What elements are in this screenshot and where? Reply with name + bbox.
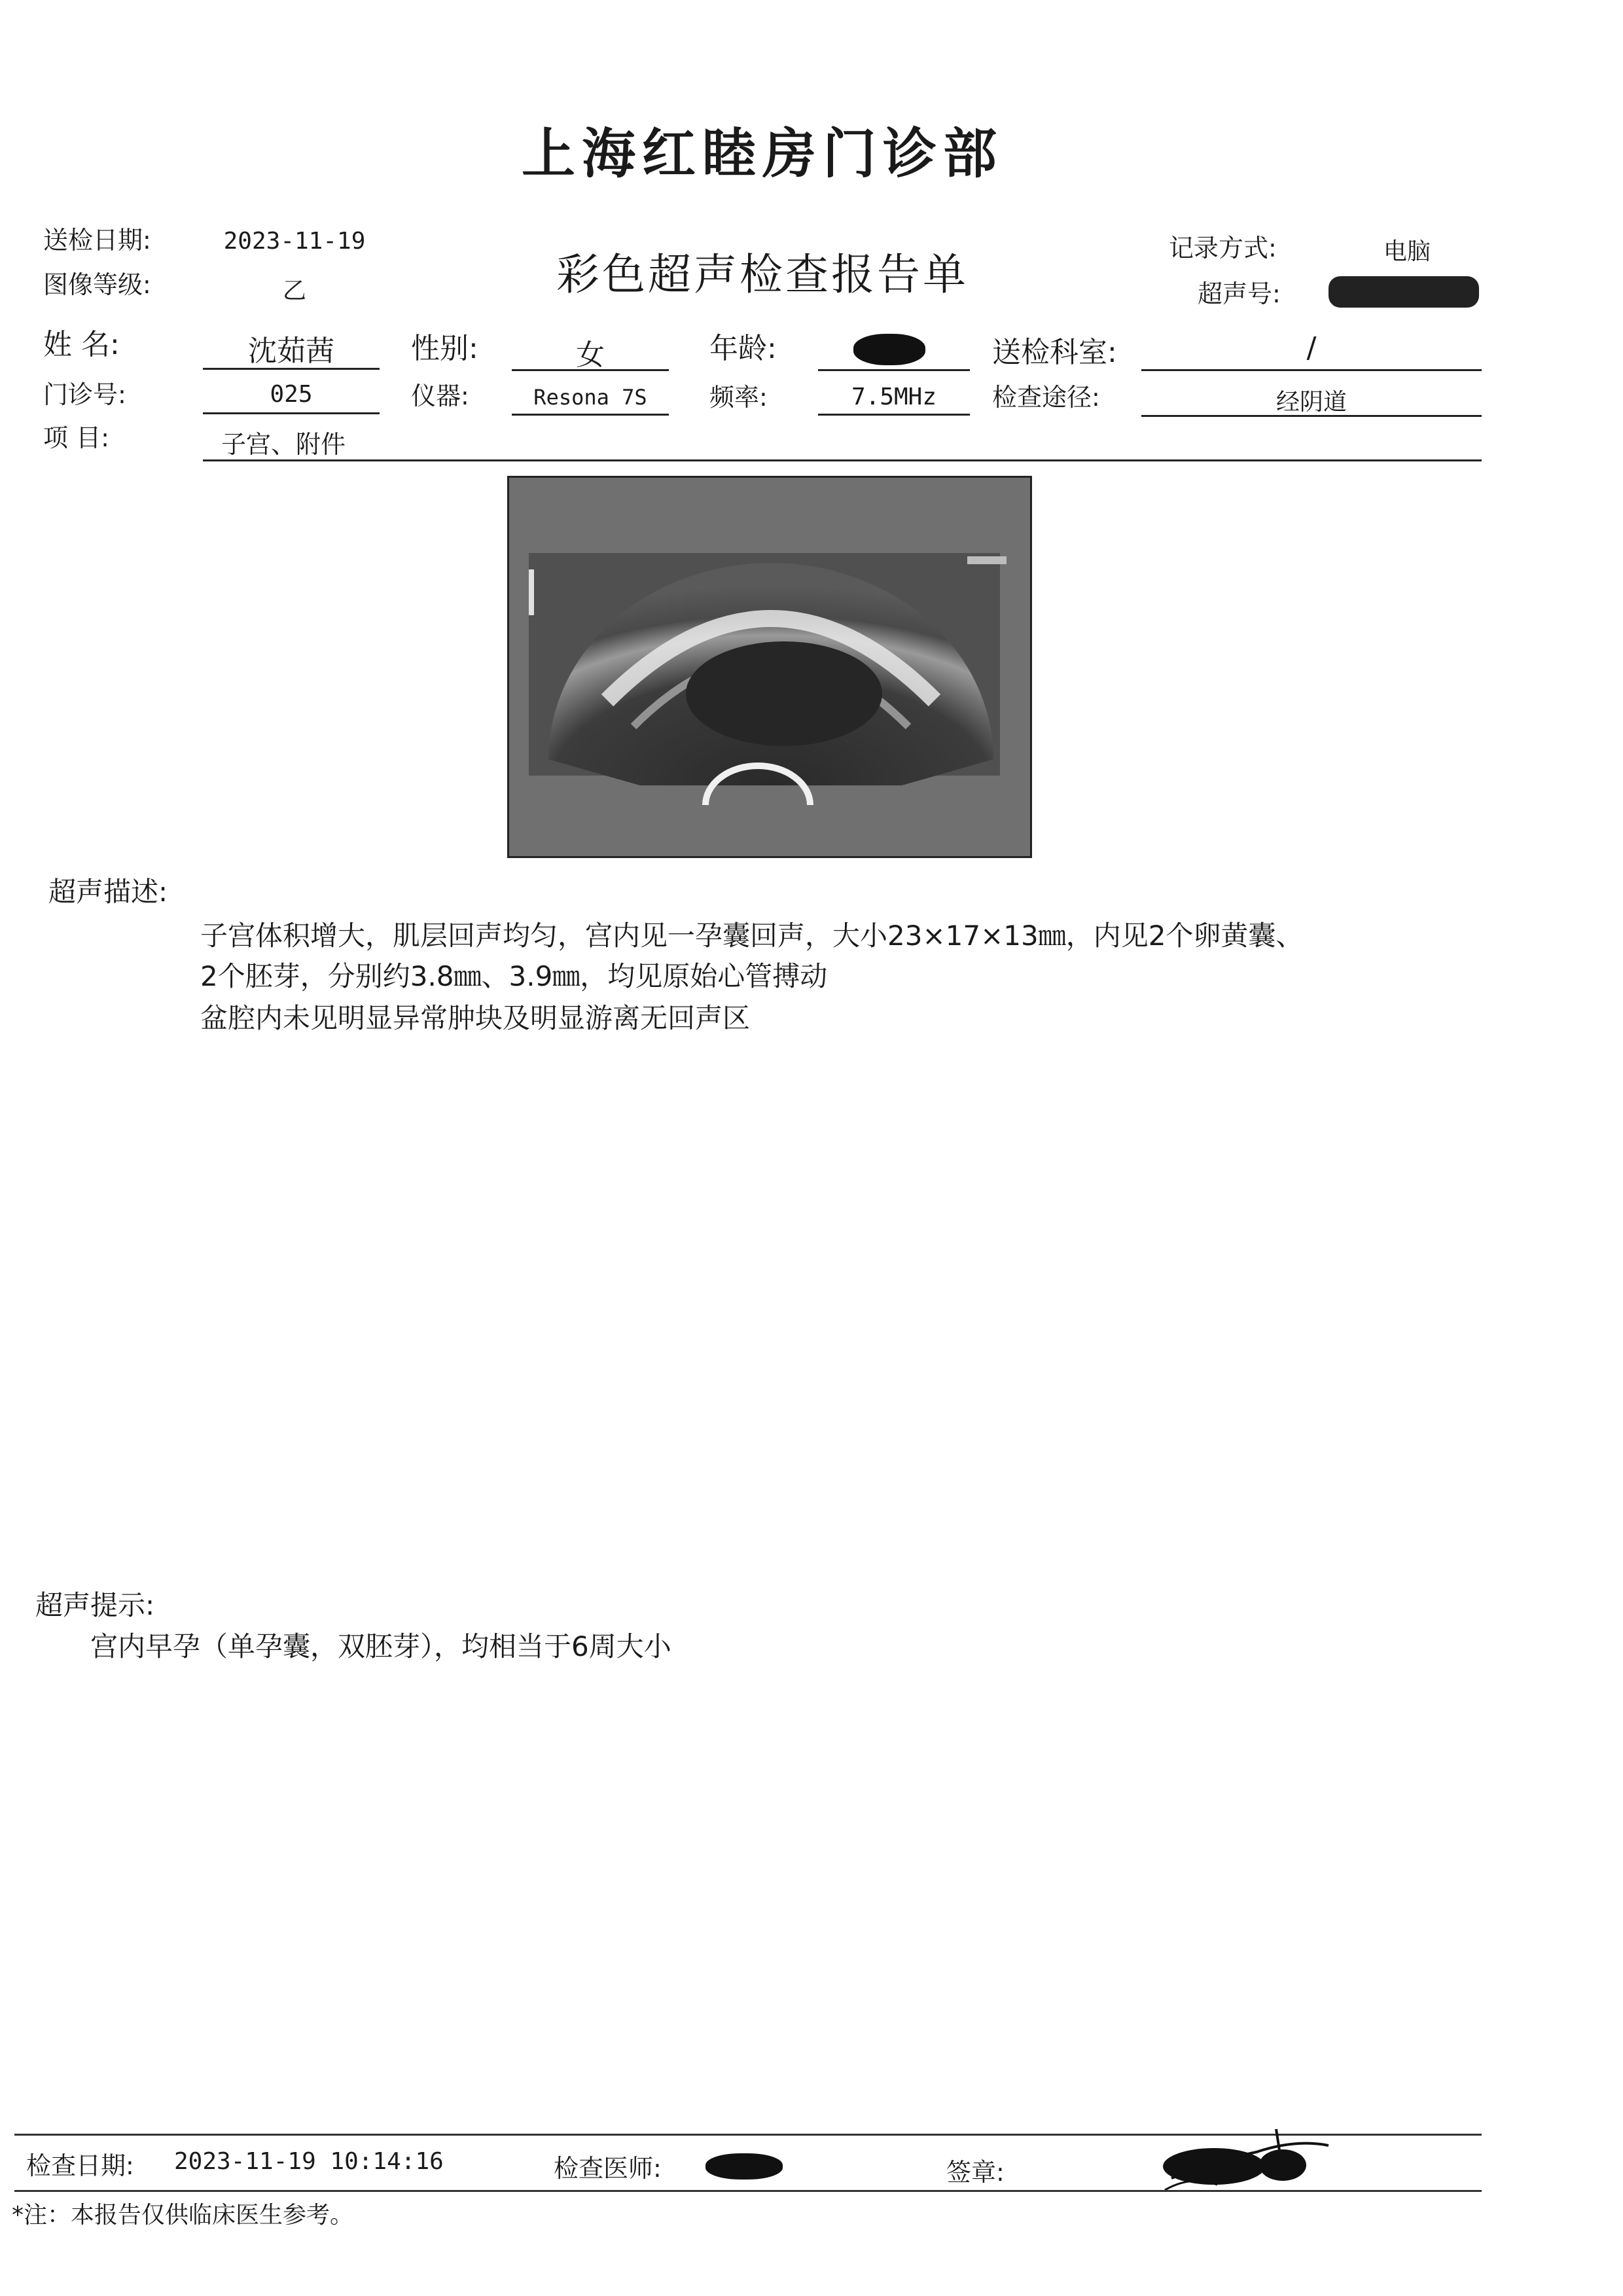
hospital-name: 上海红睦房门诊部	[521, 122, 1003, 185]
signature-graphic	[1152, 2113, 1348, 2198]
impression-label: 超声提示:	[35, 1589, 155, 1621]
route-label: 检查途径:	[992, 383, 1100, 412]
footer-bottom-rule	[14, 2190, 1482, 2192]
patient-name: 沈茹茜	[248, 334, 334, 368]
item-underline	[203, 459, 1482, 461]
instrument-underline	[512, 414, 669, 416]
clinic-no-label: 门诊号:	[43, 380, 126, 409]
name-label: 姓 名:	[43, 328, 120, 361]
instrument-label: 仪器:	[411, 382, 469, 410]
sex-underline	[512, 369, 669, 371]
route-value: 经阴道	[1275, 389, 1347, 416]
department-underline	[1141, 369, 1482, 371]
record-mode-value: 电脑	[1383, 238, 1431, 265]
seal-label: 签章:	[946, 2158, 1005, 2187]
sex-label: 性别:	[411, 332, 478, 365]
exam-date-value: 2023-11-19 10:14:16	[174, 2148, 444, 2175]
impression-text: 宫内早孕（单孕囊，双胚芽），均相当于6周大小	[90, 1630, 671, 1662]
frequency-underline	[818, 414, 970, 416]
instrument-value: Resona 7S	[533, 385, 647, 410]
clinic-no-value: 025	[270, 381, 313, 408]
route-underline	[1141, 415, 1482, 417]
clinic-no-underline	[203, 412, 380, 414]
send-date-value: 2023-11-19	[223, 228, 366, 255]
age-underline	[818, 369, 970, 371]
department-label: 送检科室:	[992, 336, 1117, 369]
ultrasound-scan-graphic	[509, 478, 1030, 856]
send-date-label: 送检日期:	[43, 226, 151, 255]
item-value: 子宫、附件	[221, 430, 346, 459]
doctor-redaction	[705, 2153, 783, 2179]
item-label: 项 目:	[43, 423, 109, 452]
doctor-label: 检查医师:	[554, 2154, 662, 2183]
age-label: 年龄:	[709, 332, 777, 365]
exam-date-label: 检查日期:	[26, 2151, 134, 2180]
image-grade-value: 乙	[282, 278, 306, 304]
footer-note: *注：本报告仅供临床医生参考。	[12, 2202, 354, 2229]
ultrasound-image	[507, 476, 1032, 858]
description-line-2: 2个胚芽，分别约3.8㎜、3.9㎜，均见原始心管搏动	[200, 960, 828, 992]
name-underline	[203, 368, 380, 370]
age-redaction	[853, 334, 925, 365]
frequency-label: 频率:	[709, 383, 768, 412]
frequency-value: 7.5MHz	[851, 384, 937, 410]
record-mode-label: 记录方式:	[1169, 234, 1277, 262]
department-value: /	[1306, 331, 1317, 365]
report-title: 彩色超声检查报告单	[556, 249, 969, 300]
ultrasound-no-redaction	[1329, 276, 1479, 308]
patient-sex: 女	[576, 338, 605, 372]
ultrasound-no-label: 超声号:	[1198, 279, 1281, 308]
image-grade-label: 图像等级:	[43, 270, 151, 299]
description-label: 超声描述:	[48, 876, 168, 908]
description-line-1: 子宫体积增大，肌层回声均匀，宫内见一孕囊回声，大小23×17×13㎜，内见2个卵黄囊、	[200, 920, 1304, 952]
description-line-3: 盆腔内未见明显异常肿块及明显游离无回声区	[200, 1002, 751, 1034]
